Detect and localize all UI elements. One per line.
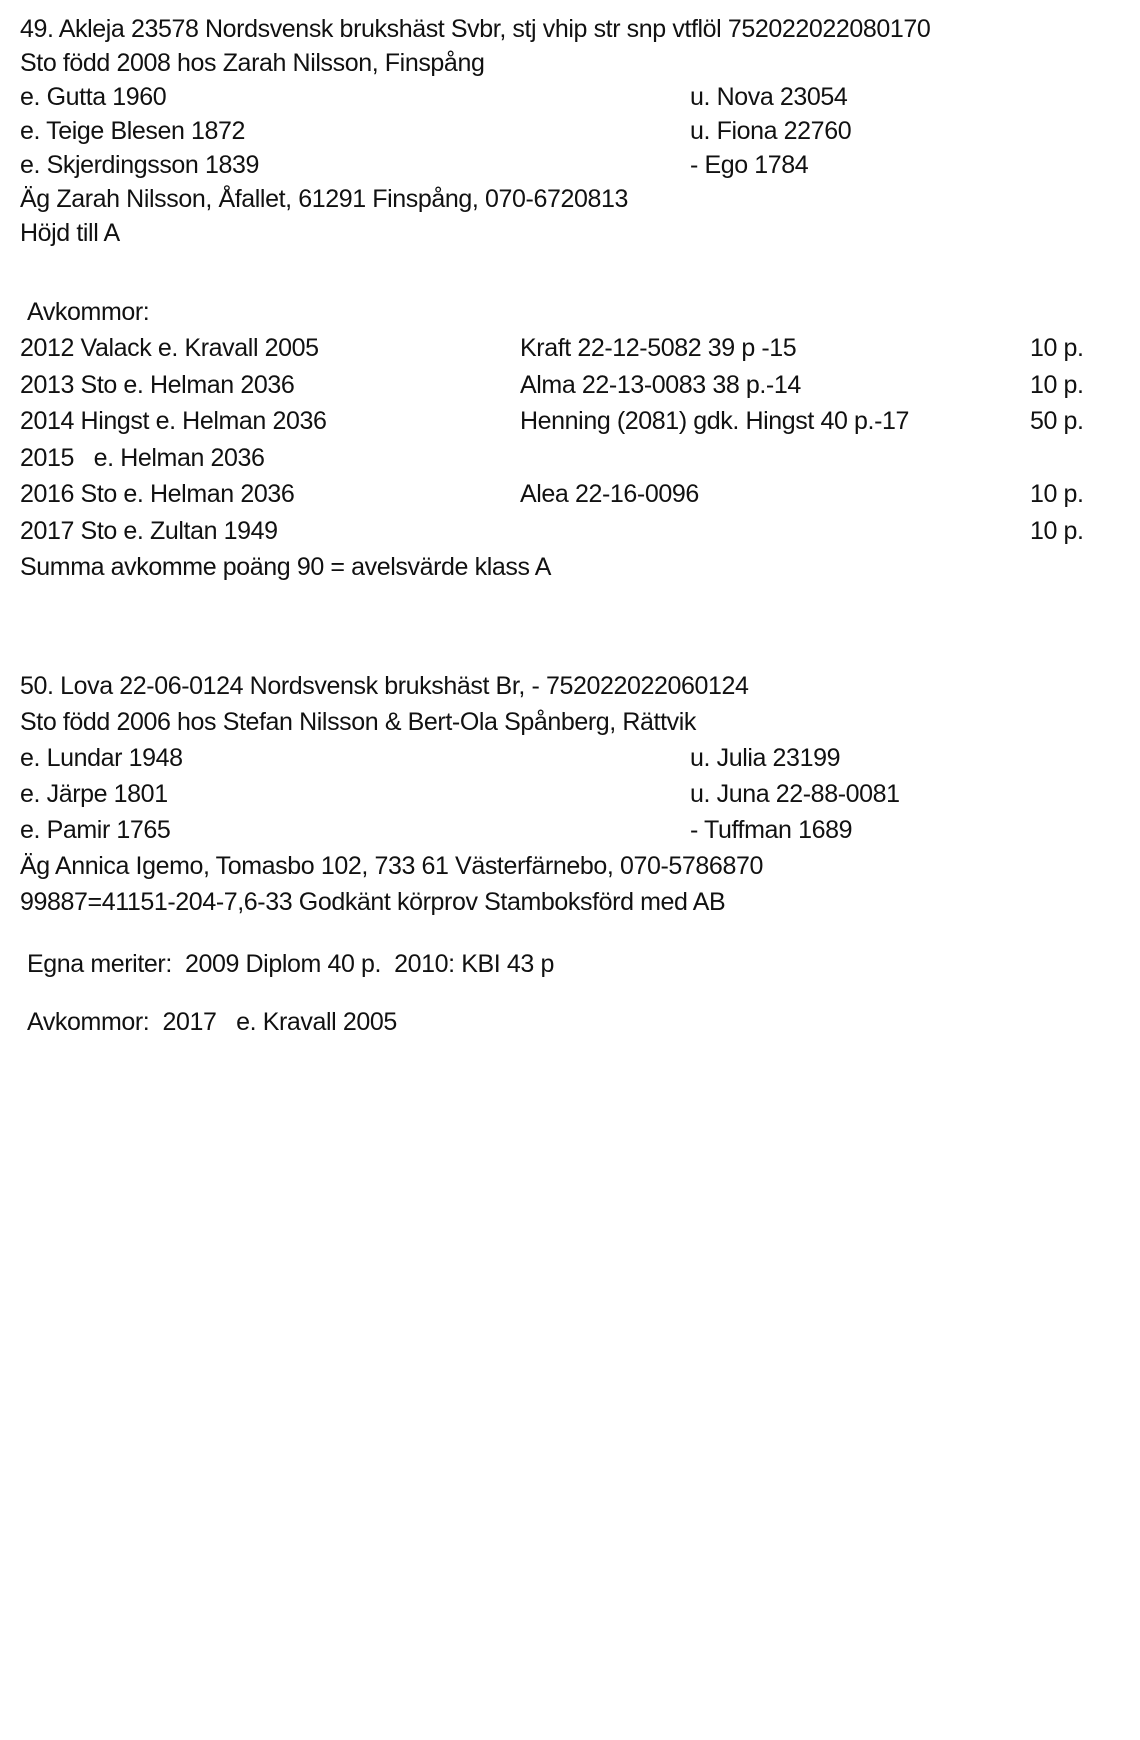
sire-cell: e. Skjerdingsson 1839	[20, 151, 259, 179]
offspring-points-cell: 10 p.	[1030, 480, 1084, 508]
entry-49-offspring-heading: Avkommor:	[27, 298, 150, 326]
offspring-row	[20, 330, 1120, 367]
entry-49-pedigree-row-1	[20, 80, 1120, 114]
offspring-year-cell: 2017 Sto e. Zultan 1949	[20, 516, 278, 545]
offspring-points-cell: 10 p.	[1030, 516, 1084, 545]
entry-50-merits-line: Egna meriter: 2009 Diplom 40 p. 2010: KBI 43 p	[27, 949, 554, 978]
entry-49-owner-line: Äg Zarah Nilsson, Åfallet, 61291 Finspång, 070-6720813	[20, 185, 628, 213]
entry-50-registration-line: 99887=41151-204-7,6-33 Godkänt körprov Stamboksförd med AB	[20, 887, 726, 916]
offspring-row	[20, 403, 1120, 440]
offspring-year-cell: 2014 Hingst e. Helman 2036	[20, 407, 327, 435]
dam-cell: u. Fiona 22760	[690, 117, 852, 145]
sire-cell: e. Teige Blesen 1872	[20, 117, 246, 145]
entry-50-pedigree-row-3	[20, 812, 1120, 848]
offspring-row	[20, 476, 1120, 513]
sire-cell: e. Lundar 1948	[20, 743, 183, 772]
offspring-name-cell: Kraft 22-12-5082 39 p -15	[520, 334, 797, 362]
offspring-points-cell: 10 p.	[1030, 370, 1084, 399]
offspring-points-cell	[1030, 440, 1120, 477]
entry-50-header-line: 50. Lova 22-06-0124 Nordsvensk brukshäst Br, - 752022022060124	[20, 671, 749, 700]
dam-cell: u. Julia 23199	[690, 743, 841, 772]
dam-cell: u. Juna 22-88-0081	[690, 779, 900, 808]
entry-50-pedigree-row-1	[20, 740, 1120, 776]
dam-cell: - Tuffman 1689	[690, 815, 853, 844]
entry-49-height-line: Höjd till A	[20, 219, 120, 247]
offspring-name-cell	[520, 440, 1030, 477]
offspring-year-cell: 2016 Sto e. Helman 2036	[20, 480, 295, 508]
sire-cell: e. Järpe 1801	[20, 779, 168, 808]
dam-cell: u. Nova 23054	[690, 83, 848, 111]
offspring-row	[20, 367, 1120, 404]
offspring-name-cell: Alea 22-16-0096	[520, 480, 699, 508]
offspring-row	[20, 440, 1120, 477]
sire-cell: e. Pamir 1765	[20, 815, 171, 844]
offspring-year-cell: 2013 Sto e. Helman 2036	[20, 370, 295, 399]
offspring-year-cell: 2015 e. Helman 2036	[20, 443, 265, 472]
offspring-name-cell: Henning (2081) gdk. Hingst 40 p.-17	[520, 407, 910, 435]
offspring-year-cell: 2012 Valack e. Kravall 2005	[20, 334, 319, 362]
entry-50-birth-line: Sto född 2006 hos Stefan Nilsson & Bert-Ola Spånberg, Rättvik	[20, 707, 696, 736]
entry-49-offspring-sum-line: Summa avkomme poäng 90 = avelsvärde klass A	[20, 553, 551, 581]
horse-entry-50	[20, 668, 1120, 1040]
offspring-points-cell: 50 p.	[1030, 407, 1084, 435]
dam-cell: - Ego 1784	[690, 151, 809, 179]
sire-cell: e. Gutta 1960	[20, 83, 167, 111]
offspring-name-cell	[520, 513, 1030, 550]
entry-49-birth-line: Sto född 2008 hos Zarah Nilsson, Finspång	[20, 49, 485, 77]
entry-49-pedigree-row-3	[20, 148, 1120, 182]
offspring-name-cell: Alma 22-13-0083 38 p.-14	[520, 370, 801, 399]
horse-entry-49	[20, 12, 1120, 586]
offspring-row	[20, 513, 1120, 550]
entry-50-pedigree-row-2	[20, 776, 1120, 812]
entry-50-offspring-line: Avkommor: 2017 e. Kravall 2005	[27, 1007, 397, 1036]
offspring-points-cell: 10 p.	[1030, 334, 1084, 362]
entry-49-pedigree-row-2	[20, 114, 1120, 148]
document-page	[20, 12, 1120, 1040]
entry-50-owner-line: Äg Annica Igemo, Tomasbo 102, 733 61 Västerfärnebo, 070-5786870	[20, 851, 763, 880]
entry-49-header-line: 49. Akleja 23578 Nordsvensk brukshäst Svbr, stj vhip str snp vtflöl 752022022080170	[20, 15, 931, 43]
